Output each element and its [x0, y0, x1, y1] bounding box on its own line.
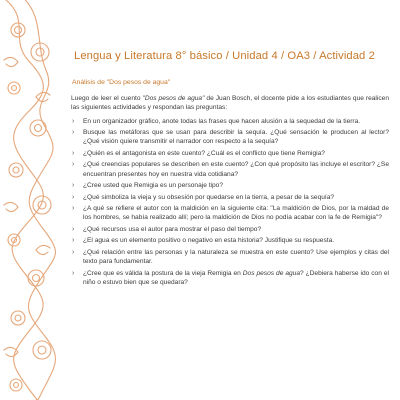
question-text: ¿Qué simboliza la vieja y su obsesión por quedarse en la tierra, a pesar de la sequía? [83, 193, 335, 201]
question-text-before: ¿Cree que es válida la postura de la vieja Remigia en [83, 269, 243, 277]
intro-text-after: de Juan Bosch, el docente pide a los estudiantes que realicen las siguientes actividades y respondan las preguntas: [71, 95, 389, 112]
bullet-icon: › [72, 193, 75, 201]
list-item [71, 117, 389, 126]
list-item [71, 269, 389, 288]
question-text: ¿Qué recursos usa el autor para mostrar el paso del tiempo? [83, 225, 262, 233]
bullet-icon: › [72, 182, 75, 190]
question-text: ¿Quién es el antagonista en este cuento? ¿Cuál es el conflicto que tiene Remigia? [83, 149, 325, 157]
list-item [71, 149, 389, 158]
intro-paragraph [71, 94, 389, 113]
story-title: "Dos pesos de agua" [142, 95, 205, 102]
question-text-after: ? ¿Debiera haberse ido con el niño o estuvo bien que se quedara? [83, 269, 389, 286]
story-title: Dos pesos de agua [242, 269, 300, 277]
list-item [71, 181, 389, 190]
question-text: Busque las metáforas que se usan para describir la sequía. ¿Qué sensación le producen al lector? ¿Qué visión quiere transmitir el narrador con respecto a la sequía? [83, 129, 389, 146]
intro-text-before: Luego de leer el cuento [71, 95, 143, 102]
question-text: ¿Qué relación entre las personas y la naturaleza se muestra en este cuento? Use ejemplos y citas del texto para fundamentar. [83, 248, 389, 266]
bullet-icon: › [72, 149, 75, 157]
question-list [71, 117, 389, 288]
section-subtitle: Análisis de "Dos pesos de agua" [72, 79, 171, 86]
page-title: Lengua y Literatura 8° básico / Unidad 4 / OA3 / Actividad 2 [74, 50, 375, 62]
bullet-icon: › [72, 248, 75, 256]
question-text: En un organizador gráfico, anote todas las frases que hacen alusión a la sequedad de la tierra. [83, 117, 361, 125]
bullet-icon: › [72, 237, 75, 245]
bullet-icon: › [72, 129, 75, 137]
list-item [71, 236, 389, 245]
question-text: ¿A qué se refiere el autor con la maldición en la siguiente cita: "La maldición de Dios, por la maldad de los hombres, se había realizado allí; pero la maldición de Dios no podía acabar con la fe de Remigia"? [83, 205, 389, 222]
bullet-icon: › [72, 117, 75, 125]
question-text: ¿Qué creencias populares se describen en este cuento? ¿Con qué propósito las incluye el escritor? ¿Se encuentran presentes hoy en nuestra vida cotidiana? [83, 161, 389, 178]
list-item [71, 128, 389, 147]
list-item [71, 225, 389, 234]
question-text: ¿El agua es un elemento positivo o negativo en esta historia? Justifique su respuesta. [83, 237, 335, 245]
list-item [71, 160, 389, 179]
bullet-icon: › [72, 269, 75, 277]
decorative-swirl-border [0, 0, 58, 400]
list-item [71, 193, 389, 202]
bullet-icon: › [72, 205, 75, 213]
question-text: ¿Cree usted que Remigia es un personaje tipo? [83, 182, 224, 190]
activity-body [71, 94, 389, 289]
bullet-icon: › [72, 161, 75, 169]
bullet-icon: › [72, 225, 75, 233]
list-item [71, 248, 389, 267]
list-item [71, 204, 389, 223]
